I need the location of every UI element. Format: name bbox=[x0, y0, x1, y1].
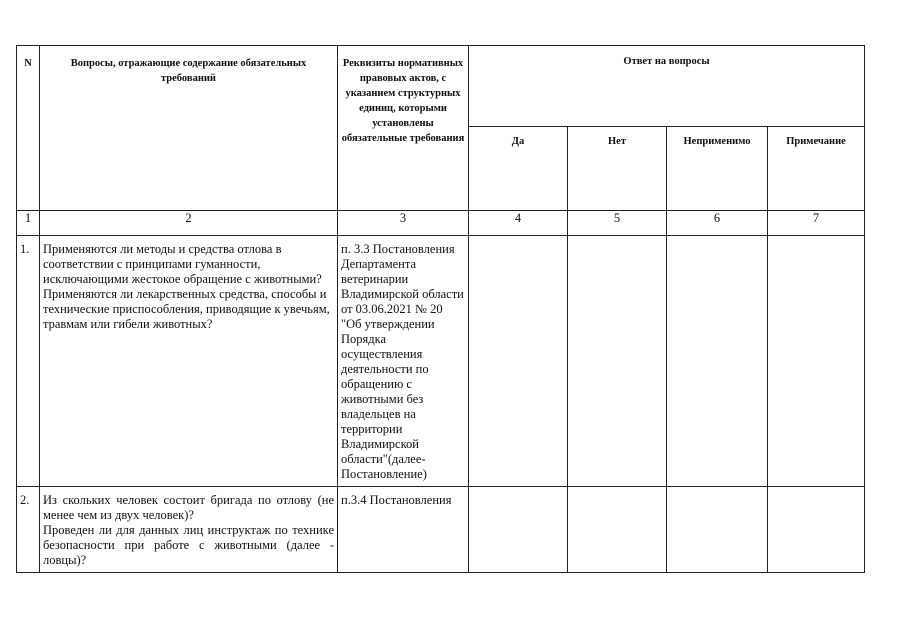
header-no: Нет bbox=[568, 127, 667, 211]
question-cell bbox=[40, 236, 338, 487]
question-text: Проведен ли для данных лиц инструктаж по технике безопасности при работе с животными (далее - ловцы)? bbox=[43, 523, 334, 567]
note-cell[interactable] bbox=[768, 236, 865, 487]
answer-yes-cell[interactable] bbox=[469, 236, 568, 487]
question-text: Применяются ли лекарственных средства, способы и технические приспособления, приводящие к увечьям, травмам или гибели животных? bbox=[43, 287, 330, 331]
header-answer: Ответ на вопросы bbox=[469, 46, 865, 127]
table-row bbox=[17, 236, 865, 487]
column-number: 6 bbox=[667, 211, 768, 236]
requisites-cell: п.3.4 Постановления bbox=[338, 487, 469, 573]
header-na: Неприменимо bbox=[667, 127, 768, 211]
row-number: 2. bbox=[17, 487, 40, 573]
question-text: Применяются ли методы и средства отлова в соответствии с принципами гуманности, исключающими жестокое обращение с животными? bbox=[43, 242, 322, 286]
answer-yes-cell[interactable] bbox=[469, 487, 568, 573]
answer-na-cell[interactable] bbox=[667, 236, 768, 487]
header-n: N bbox=[17, 46, 40, 211]
column-number-row bbox=[17, 211, 865, 236]
answer-na-cell[interactable] bbox=[667, 487, 768, 573]
checklist-table bbox=[16, 45, 865, 573]
column-number: 5 bbox=[568, 211, 667, 236]
requisites-cell: п. 3.3 Постановления Департамента ветеринарии Владимирской области от 03.06.2021 № 20 "Об утверждении Порядка осуществления деятельности по обращению с животными без владельцев на территории Владимирской области"(далее-Постановление) bbox=[338, 236, 469, 487]
column-number: 4 bbox=[469, 211, 568, 236]
row-number: 1. bbox=[17, 236, 40, 487]
column-number: 3 bbox=[338, 211, 469, 236]
question-cell bbox=[40, 487, 338, 573]
question-text: Из скольких человек состоит бригада по отлову (не менее чем из двух человек)? bbox=[43, 493, 334, 522]
header-yes: Да bbox=[469, 127, 568, 211]
column-number: 7 bbox=[768, 211, 865, 236]
header-requisites: Реквизиты нормативных правовых актов, с указанием структурных единиц, которыми установлены обязательные требования bbox=[338, 46, 469, 211]
header-note: Примечание bbox=[768, 127, 865, 211]
answer-no-cell[interactable] bbox=[568, 487, 667, 573]
header-question: Вопросы, отражающие содержание обязательных требований bbox=[40, 46, 338, 211]
answer-no-cell[interactable] bbox=[568, 236, 667, 487]
column-number: 1 bbox=[17, 211, 40, 236]
header-row bbox=[17, 46, 865, 127]
column-number: 2 bbox=[40, 211, 338, 236]
note-cell[interactable] bbox=[768, 487, 865, 573]
table-row bbox=[17, 487, 865, 573]
